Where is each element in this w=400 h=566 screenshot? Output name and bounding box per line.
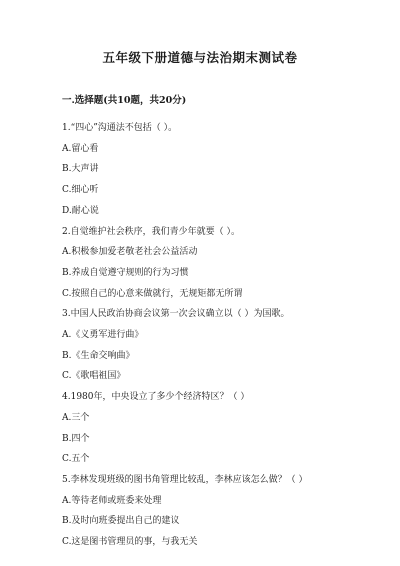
question-4-option-c: C.五个: [62, 454, 90, 465]
question-1-option-c: C.细心听: [62, 185, 99, 196]
question-2-option-c: C.按照自己的心意来做就行，无规矩都无所谓: [62, 288, 243, 299]
question-4: 4.1980年，中央设立了多少个经济特区？（ ）: [62, 392, 250, 403]
question-5-option-b: B.及时向班委提出自己的建议: [62, 516, 180, 527]
document-title: 五年级下册道德与法治期末测试卷: [102, 50, 298, 65]
question-3-option-b: B.《生命交响曲》: [62, 350, 135, 361]
question-5-option-a: A.等待老师或班委来处理: [62, 495, 162, 506]
question-1-option-d: D.耐心说: [62, 205, 99, 216]
question-3: 3.中国人民政治协商会议第一次会议确立以（ ）为国歌。: [62, 309, 290, 320]
question-5: 5.李林发现班级的图书角管理比较乱，李林应该怎么做？（ ）: [62, 474, 308, 485]
question-3-option-c: C.《歌唱祖国》: [62, 371, 126, 382]
question-2: 2.自觉维护社会秩序，我们青少年就要（ ）。: [62, 226, 240, 237]
question-5-option-c: C.这是图书管理员的事，与我无关: [62, 537, 198, 547]
question-4-option-b: B.四个: [62, 433, 90, 444]
question-3-option-a: A.《义勇军进行曲》: [62, 330, 144, 340]
question-4-option-a: A.三个: [62, 412, 90, 423]
section-heading: 一.选择题(共10题，共20分): [62, 95, 187, 106]
question-2-option-b: B.养成自觉遵守规则的行为习惯: [62, 267, 189, 278]
question-1-option-b: B.大声讲: [62, 164, 99, 175]
question-1: 1.“四心”沟通法不包括（ ）。: [62, 123, 178, 133]
question-2-option-a: A.积极参加爱老敬老社会公益活动: [62, 247, 198, 258]
question-1-option-a: A.留心看: [62, 143, 99, 154]
